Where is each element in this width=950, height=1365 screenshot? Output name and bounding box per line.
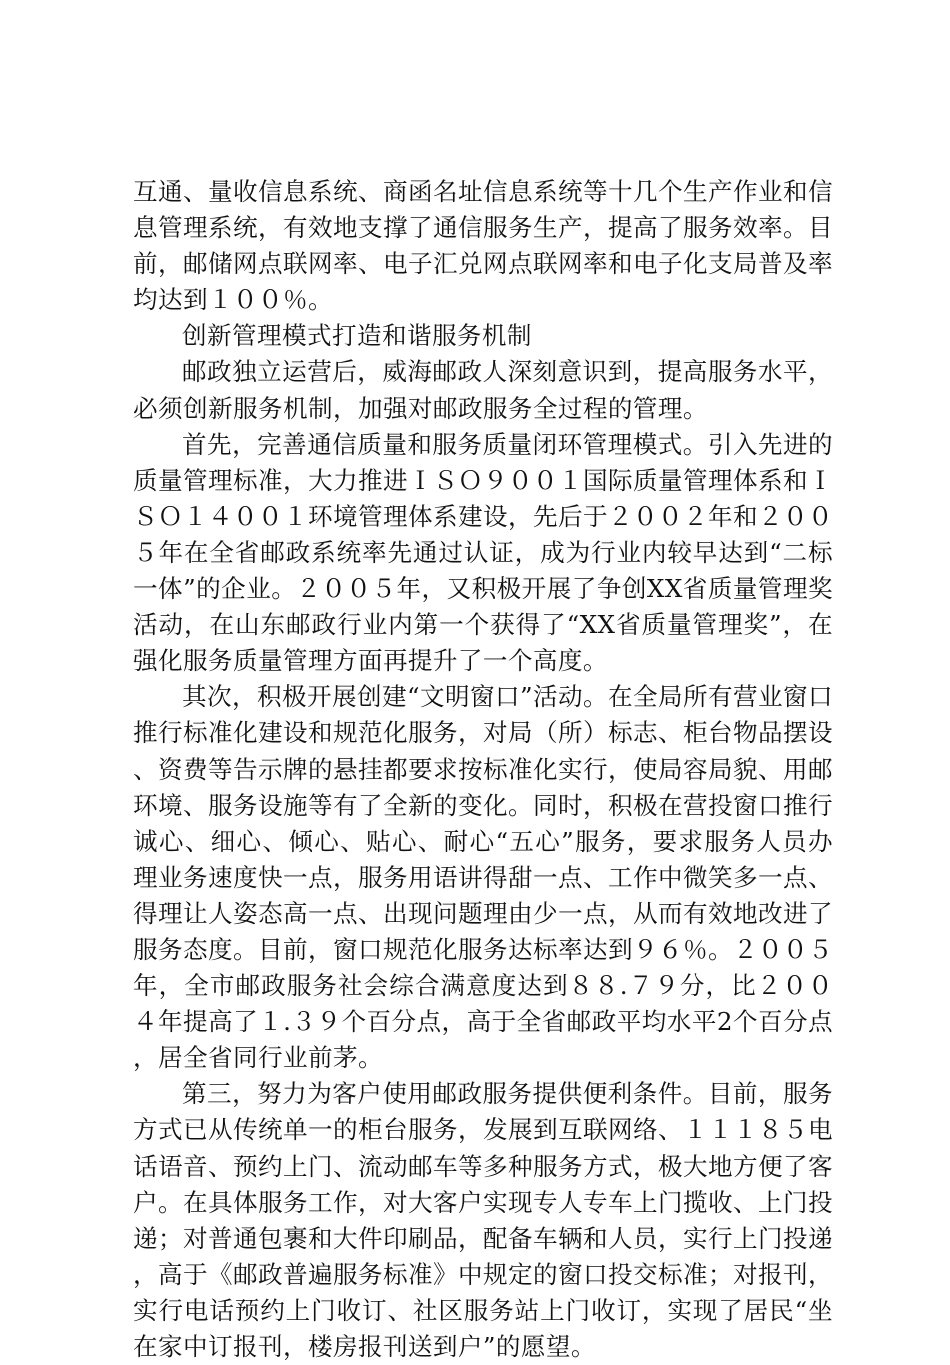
paragraph: 首先，完善通信质量和服务质量闭环管理模式。引入先进的质量管理标准，大力推进ＩＳＯ９００１国际质量管理体系和ＩＳＯ１４００１环境管理体系建设，先后于２００２年和２００５年在全省邮政系统率先通过认证，成为行业内较早达到“二标一体”的企业。２００５年，又积极开展了争创XX省质量管理奖活动，在山东邮政行业内第一个获得了“XX省质量管理奖”，在强化服务质量管理方面再提升了一个高度。 (133, 429, 833, 676)
paragraph-continuation: 互通、量收信息系统、商函名址信息系统等十几个生产作业和信息管理系统，有效地支撑了通信服务生产，提高了服务效率。目前，邮储网点联网率、电子汇兑网点联网率和电子化支局普及率均达到１００％。 (133, 177, 833, 315)
paragraph: 其次，积极开展创建“文明窗口”活动。在全局所有营业窗口推行标准化建设和规范化服务，对局（所）标志、柜台物品摆设、资费等告示牌的悬挂都要求按标准化实行，使局容局貌、用邮环境、服务设施等有了全新的变化。同时，积极在营投窗口推行诚心、细心、倾心、贴心、耐心“五心”服务，要求服务人员办理业务速度快一点，服务用语讲得甜一点、工作中微笑多一点、得理让人姿态高一点、出现问题理由少一点，从而有效地改进了服务态度。目前，窗口规范化服务达标率达到９６％。２００５年，全市邮政服务社会综合满意度达到８８.７９分，比２００４年提高了１.３９个百分点，高于全省邮政平均水平2个百分点，居全省同行业前茅。 (133, 682, 833, 1073)
section-heading: 创新管理模式打造和谐服务机制 (182, 321, 532, 351)
paragraph: 第三，努力为客户使用邮政服务提供便利条件。目前，服务方式已从传统单一的柜台服务，发展到互联网络、１１１８５电话语音、预约上门、流动邮车等多种服务方式，极大地方便了客户。在具体服务工作，对大客户实现专人专车上门揽收、上门投递；对普通包裹和大件印刷品，配备车辆和人员，实行上门投递，高于《邮政普遍服务标准》中规定的窗口投交标准；对报刊，实行电话预约上门收订、社区服务站上门收订，实现了居民“坐在家中订报刊，楼房报刊送到户”的愿望。 (133, 1079, 833, 1361)
paragraph: 邮政独立运营后，威海邮政人深刻意识到，提高服务水平，必须创新服务机制，加强对邮政服务全过程的管理。 (133, 357, 833, 423)
document-body (133, 174, 833, 1365)
